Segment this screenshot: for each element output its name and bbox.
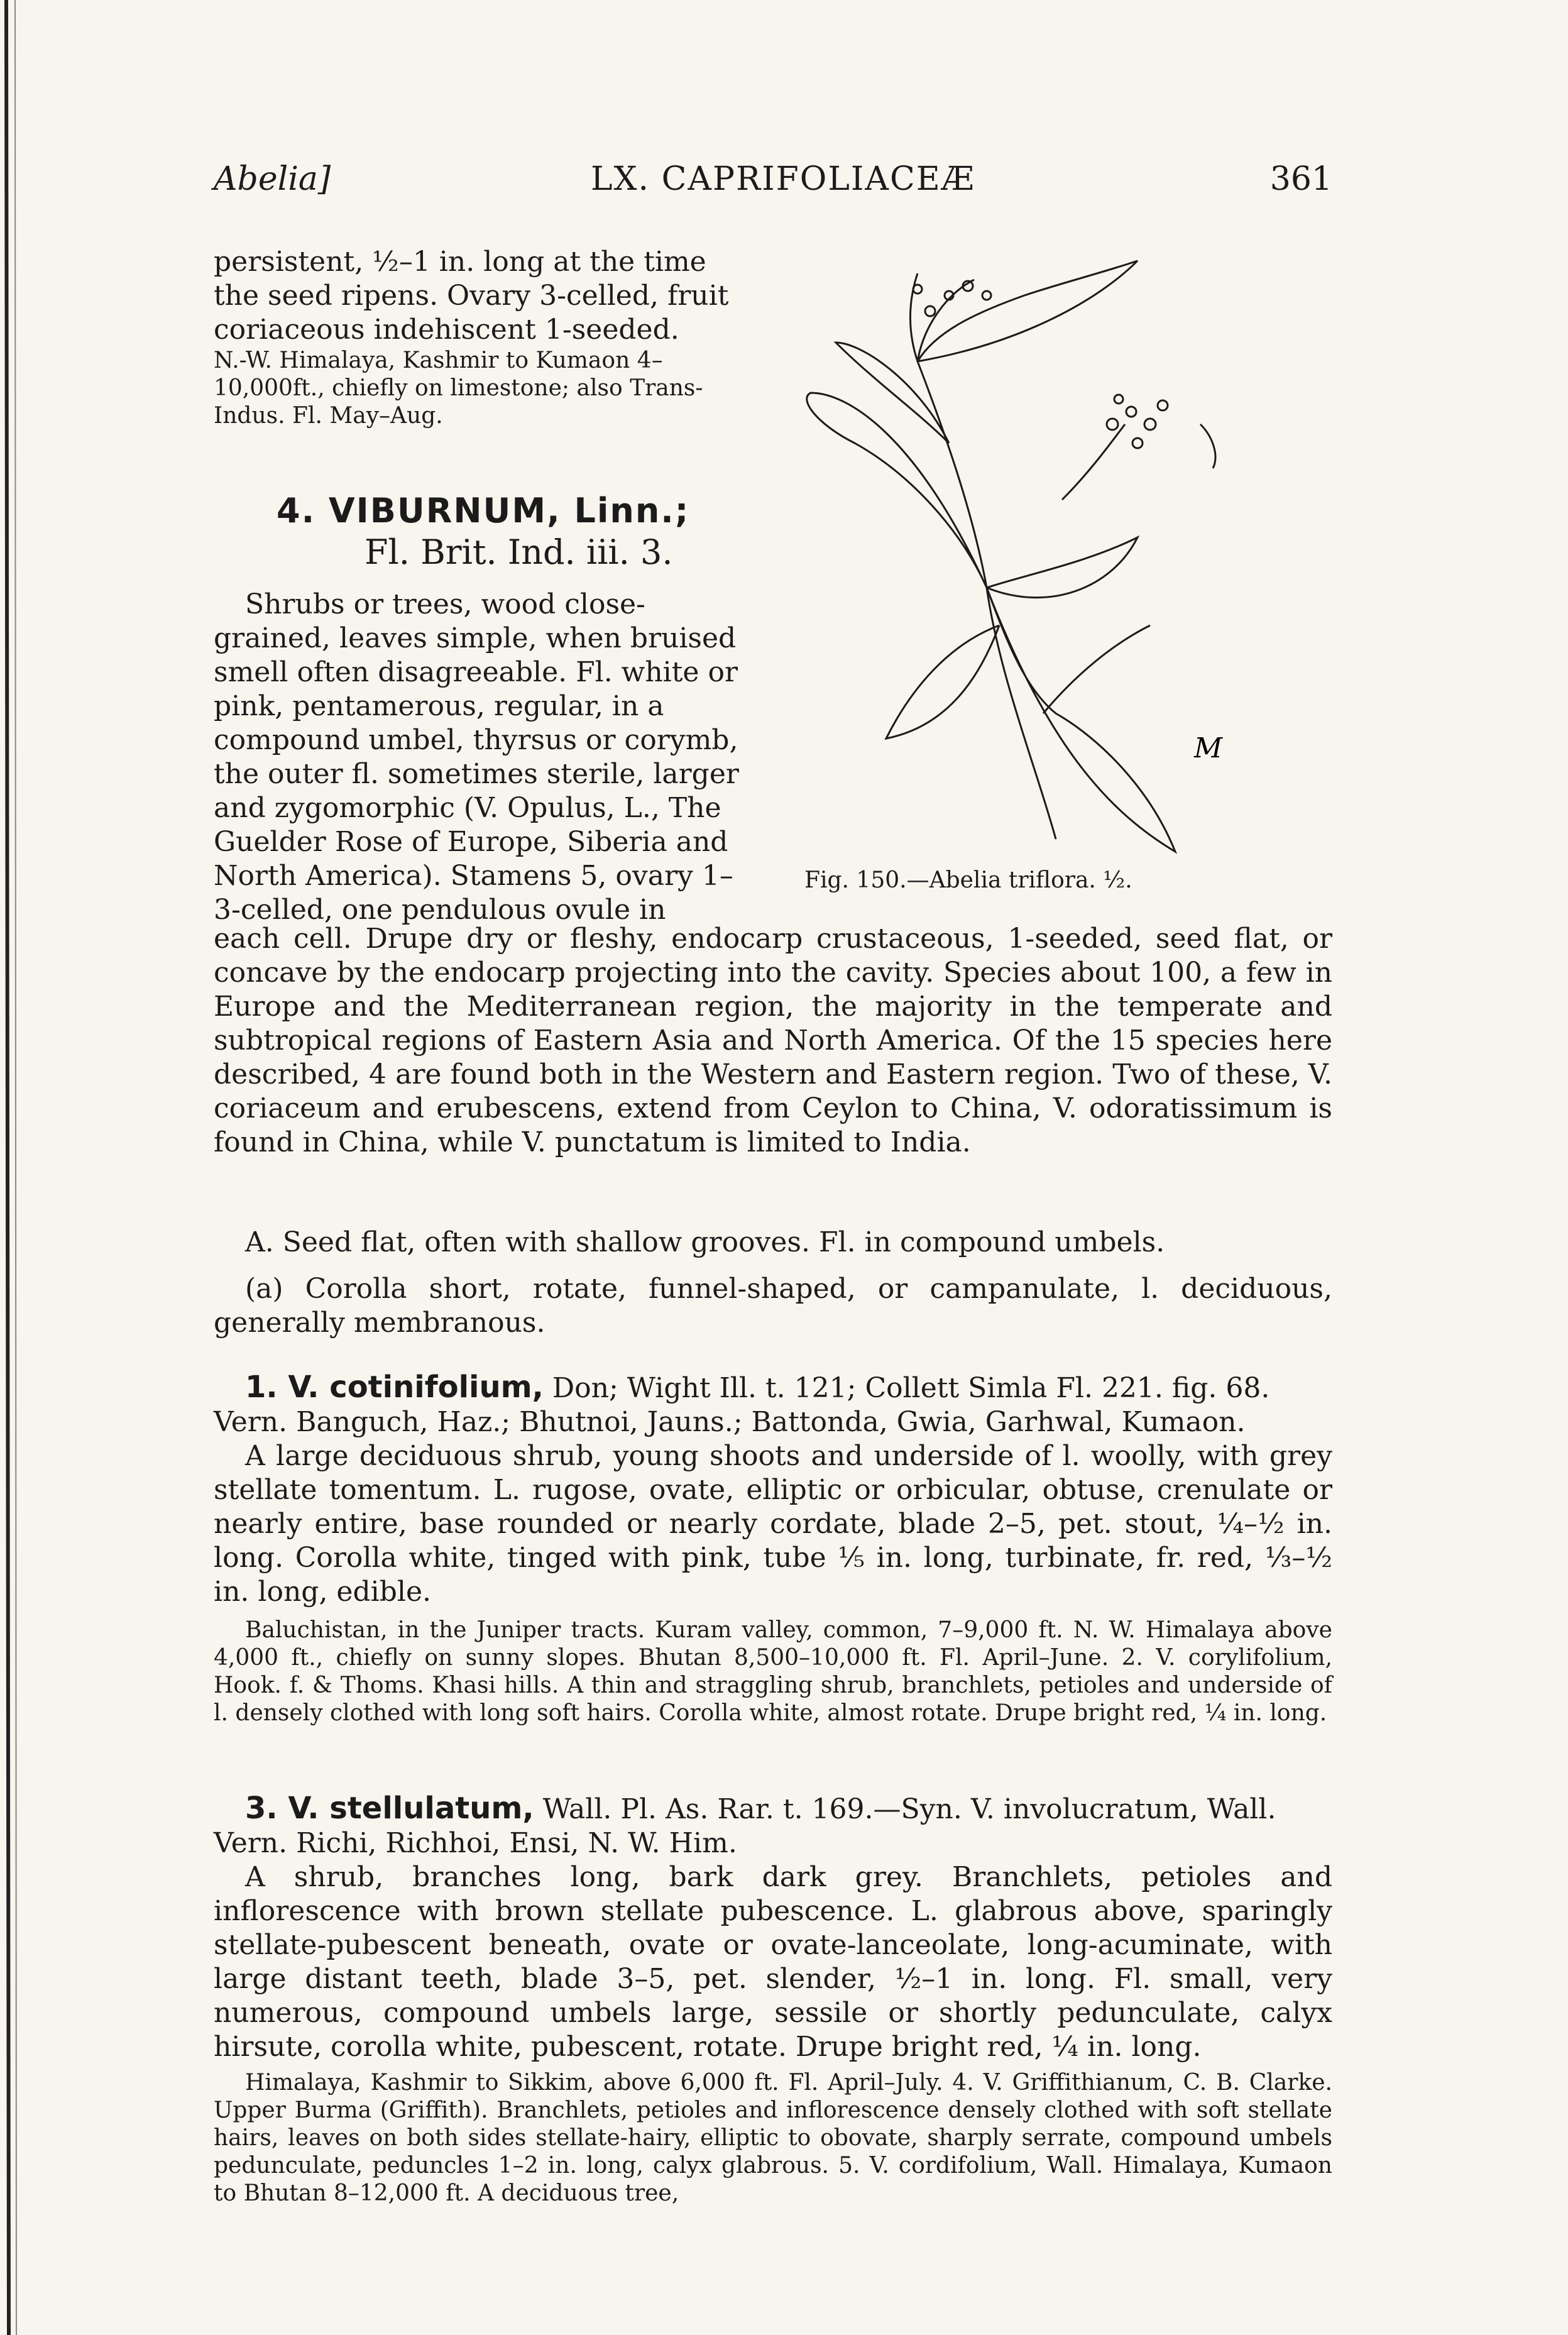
- species-3-distribution: Himalaya, Kashmir to Sikkim, above 6,000 ft. Fl. April–July. 4. V. Griffithianum, C. B. Clarke. Upper Burma (Griffith). Branchlets, petioles and inflorescence densely clothed with soft stellate hairs, leaves on both sides stellate-hairy, elliptic to obovate, sharply serrate, compound umbels pedunculate, peduncles 1–2 in. long, calyx glabrous. 5. V. cordifolium, Wall. Himalaya, Kumaon to Bhutan 8–12,000 ft. A deciduous tree,: [214, 2070, 1332, 2206]
- species-1-distribution: Baluchistan, in the Juniper tracts. Kuram valley, common, 7–9,000 ft. N. W. Himalaya above 4,000 ft., chiefly on sunny slopes. Bhutan 8,500–10,000 ft. Fl. April–June. 2. V. corylifolium, Hook. f. & Thoms. Khasi hills. A thin and straggling shrub, branchlets, petioles and underside of l. densely clothed with long soft hairs. Corolla white, almost rotate. Drupe bright red, ¼ in. long.: [214, 1617, 1332, 1726]
- species-3: [214, 1791, 1332, 2207]
- figure-caption: Fig. 150.—Abelia triflora. ½.: [804, 867, 1132, 893]
- abelia-distribution: N.-W. Himalaya, Kashmir to Kumaon 4–10,000ft., chiefly on limestone; also Trans-Indus. Fl. May–Aug.: [214, 348, 703, 429]
- genus-heading: [277, 490, 742, 573]
- abelia-text: persistent, ½–1 in. long at the time the seed ripens. Ovary 3-celled, fruit coriaceous indehiscent 1-seeded.: [214, 246, 729, 346]
- species-3-citation: Wall. Pl. As. Rar. t. 169.—Syn. V. involucratum, Wall.: [542, 1793, 1276, 1825]
- species-3-vernacular: Vern. Richi, Richhoi, Ensi, N. W. Him.: [214, 1827, 737, 1859]
- species-1-name: 1. V. cotinifolium,: [245, 1370, 544, 1405]
- genus-title: 4. VIBURNUM, Linn.;: [277, 491, 690, 530]
- genus-description-full: [214, 922, 1332, 1160]
- genus-reference: Fl. Brit. Ind. iii. 3.: [365, 532, 673, 572]
- species-1-description: A large deciduous shrub, young shoots and underside of l. woolly, with grey stellate tomentum. L. rugose, ovate, elliptic or orbicular, obtuse, crenulate or nearly entire, base rounded or nearly cordate, blade 2–5, pet. stout, ¼–½ in. long. Corolla white, tinged with pink, tube ⅕ in. long, turbinate, fr. red, ⅓–½ in. long, edible.: [214, 1440, 1332, 1608]
- header-family: LX. CAPRIFOLIACEÆ: [591, 160, 975, 198]
- species-1: [214, 1370, 1332, 1727]
- species-3-description: A shrub, branches long, bark dark grey. Branchlets, petioles and inflorescence with brown stellate pubescence. L. glabrous above, sparingly stellate-pubescent beneath, ovate or ovate-lanceolate, long-acuminate, with large distant teeth, blade 3–5, pet. slender, ½–1 in. long. Fl. small, very numerous, compound umbels large, sessile or shortly pedunculate, calyx hirsute, corolla white, pubescent, rotate. Drupe bright red, ¼ in. long.: [214, 1861, 1332, 2063]
- species-3-name: 3. V. stellulatum,: [245, 1791, 534, 1826]
- abelia-continuation: [214, 245, 742, 430]
- genus-description-part2: each cell. Drupe dry or fleshy, endocarp crustaceous, 1-seeded, seed flat, or concave by the endocarp projecting into the cavity. Species about 100, a few in Europe and the Mediterranean region, the majority in the temperate and subtropical regions of Eastern Asia and North America. Of the 15 species here described, 4 are found both in the Western and Eastern region. Two of these, V. coriaceum and erubescens, extend from Ceylon to China, V. odoratissimum is found in China, while V. punctatum is limited to India.: [214, 923, 1332, 1158]
- page-edge-binding: [0, 0, 25, 2335]
- species-1-vernacular: Vern. Banguch, Haz.; Bhutnoi, Jauns.; Battonda, Gwia, Garhwal, Kumaon.: [214, 1406, 1246, 1438]
- figure-initials: M: [1194, 732, 1223, 764]
- genus-description-part1: Shrubs or trees, wood close-grained, leaves simple, when bruised smell often disagreeable. Fl. white or pink, pentamerous, regular, in a compound umbel, thyrsus or corymb, the outer fl. sometimes sterile, larger and zygomorphic (V. Opulus, L., The Guelder Rose of Europe, Siberia and North America). Stamens 5, ovary 1–3-celled, one pendulous ovule in: [214, 588, 739, 926]
- species-1-citation: Don; Wight Ill. t. 121; Collett Simla Fl. 221. fig. 68.: [552, 1372, 1270, 1404]
- genus-description-column: [214, 588, 742, 927]
- key-a: A. Seed flat, often with shallow grooves. Fl. in compound umbels.: [245, 1226, 1165, 1258]
- key-section: [214, 1226, 1332, 1340]
- running-header: [214, 160, 1332, 211]
- page-number: 361: [1269, 160, 1332, 198]
- key-a-a: (a) Corolla short, rotate, funnel-shaped, or campanulate, l. deciduous, generally membranous.: [214, 1273, 1332, 1339]
- abelia-triflora-illustration: [760, 236, 1326, 896]
- header-genus: Abelia]: [214, 160, 331, 198]
